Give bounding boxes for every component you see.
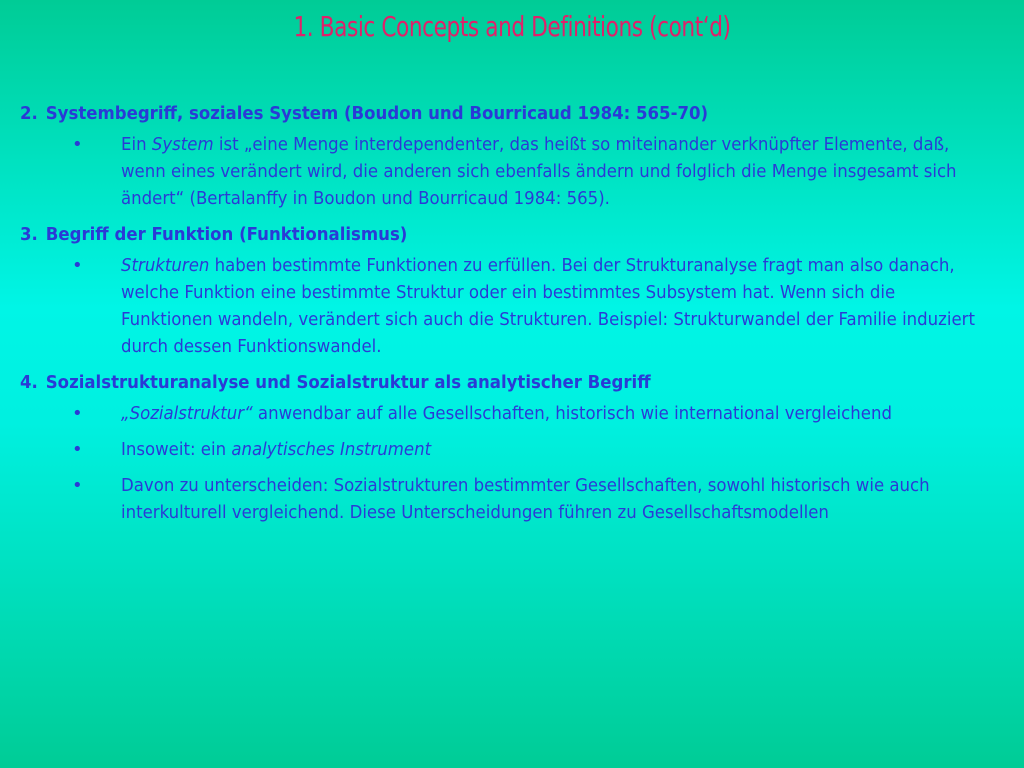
bullet-text	[121, 131, 977, 212]
bullet-lead: Ein	[121, 134, 152, 155]
section-heading-text: Begriff der Funktion (Funktionalismus)	[45, 224, 408, 245]
bullet-italic: System	[151, 134, 214, 155]
bullet-lead: Davon zu unterscheiden: Sozialstrukturen bestimmter Gesellschaften, sowohl historisch wie auch interkulturell vergleichend. Diese Unterscheidungen führen zu Gesellschaftsmodellen	[121, 475, 930, 523]
section-number: 3.	[20, 224, 38, 245]
bullet-rest: ist „eine Menge interdependenter, das heißt so miteinander verknüpfter Elemente, daß, wenn eines verändert wird, die anderen sich ebenfalls ändern und folglich die Menge insgesamt sich ändert“ (Bertalanffy in Boudon und Bourricaud 1984: 565).	[121, 134, 957, 209]
section-heading-sozialstruktur	[20, 369, 931, 396]
slide-body	[20, 100, 1010, 535]
section-heading-systembegriff	[20, 100, 931, 127]
bullet-rest: anwendbar auf alle Gesellschaften, historisch wie international vergleichend	[252, 403, 892, 424]
section-heading-funktion	[20, 221, 931, 248]
bullet-item	[20, 400, 1010, 427]
bullet-icon: •	[72, 134, 83, 155]
bullet-icon: •	[72, 439, 83, 460]
bullet-text	[121, 252, 977, 360]
bullet-item	[20, 472, 1010, 526]
bullet-icon: •	[72, 475, 83, 496]
bullet-text	[121, 400, 977, 427]
bullet-lead: Insoweit: ein	[121, 439, 232, 460]
bullet-rest: haben bestimmte Funktionen zu erfüllen. Bei der Strukturanalyse fragt man also danach, welche Funktion eine bestimmte Struktur oder ein bestimmtes Subsystem hat. Wenn sich die Funktionen wandeln, verändert sich auch die Strukturen. Beispiel: Strukturwandel der Familie induziert durch dessen Funktionswandel.	[121, 255, 975, 357]
bullet-italic: Strukturen	[121, 255, 210, 276]
bullet-item	[20, 131, 1010, 212]
bullet-italic: analytisches Instrument	[231, 439, 432, 460]
bullet-icon: •	[72, 255, 83, 276]
bullet-item	[20, 252, 1010, 360]
section-heading-text: Sozialstrukturanalyse und Sozialstruktur als analytischer Begriff	[45, 372, 651, 393]
section-number: 4.	[20, 372, 38, 393]
slide-title: 1. Basic Concepts and Definitions (cont‘d)	[293, 10, 731, 43]
bullet-italic: „Sozialstruktur“	[121, 403, 253, 424]
bullet-item	[20, 436, 1010, 463]
bullet-icon: •	[72, 403, 83, 424]
section-number: 2.	[20, 103, 38, 124]
section-heading-text: Systembegriff, soziales System (Boudon und Bourricaud 1984: 565-70)	[45, 103, 709, 124]
bullet-text	[121, 472, 977, 526]
bullet-text	[121, 436, 977, 463]
